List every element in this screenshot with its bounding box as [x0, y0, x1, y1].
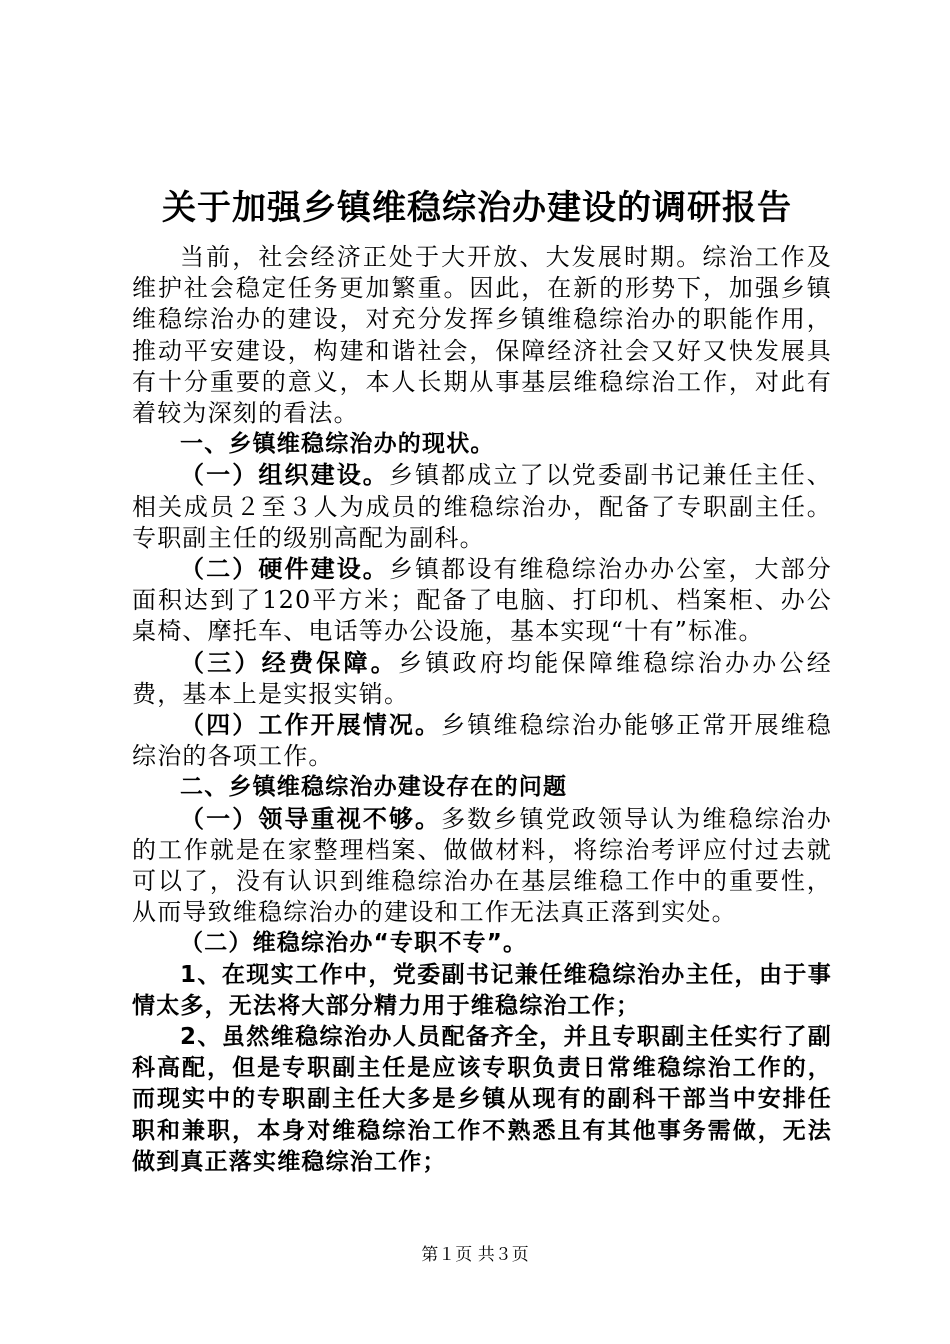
subsection-text: 乡镇都设有维稳综治办办公室，大部分面积达到了120平方米；配备了电脑、打印机、档案柜、办公桌椅、摩托车、电话等办公设施，基本实现“十有”标准。 [132, 555, 832, 646]
point-1-paragraph: 1、在现实工作中，党委副书记兼任维稳综治办主任，由于事情太多，无法将大部分精力用于维稳综治工作； [132, 961, 832, 1019]
subsection-label: （一）领导重视不够。 [180, 804, 442, 833]
subsection-label: （二）硬件建设。 [180, 555, 389, 584]
subsection-1-1 [132, 460, 832, 554]
subsection-text: 多数乡镇党政领导认为维稳综治办的工作就是在家整理档案、做做材料，将综治考评应付过去就可以了，没有认识到维稳综治办在基层维稳工作中的重要性，从而导致维稳综治办的建设和工作无法真正落到实处。 [132, 804, 833, 927]
subsection-label: （四）工作开展情况。 [180, 711, 442, 740]
subsection-text: 乡镇都成立了以党委副书记兼任主任、相关成员２至３人为成员的维稳综治办，配备了专职副主任。专职副主任的级别高配为副科。 [132, 461, 832, 552]
point-2-paragraph: 2、虽然维稳综治办人员配备齐全，并且专职副主任实行了副科高配，但是专职副主任是应该专职负责日常维稳综治工作的，而现实中的专职副主任大多是乡镇从现有的副科干部当中安排任职和兼职，本身对维稳综治工作不熟悉且有其他事务需做，无法做到真正落实维稳综治工作； [132, 1024, 832, 1175]
document-title: 关于加强乡镇维稳综治办建设的调研报告 [162, 188, 792, 228]
page-footer: 第１页 共３页 [421, 1245, 529, 1265]
subsection-label: （一）组织建设。 [180, 461, 389, 490]
subsection-text: 乡镇维稳综治办能够正常开展维稳综治的各项工作。 [132, 711, 833, 771]
section-heading-2: 二、乡镇维稳综治办建设存在的问题 [180, 774, 568, 801]
subsection-1-3 [132, 648, 832, 710]
subsection-2-1 [132, 804, 832, 929]
section-heading-1: 一、乡镇维稳综治办的现状。 [180, 431, 495, 458]
document-page [132, 178, 832, 1178]
subsection-label: （三）经费保障。 [180, 648, 399, 677]
subsection-1-2 [132, 554, 832, 648]
intro-paragraph: 当前，社会经济正处于大开放、大发展时期。综治工作及维护社会稳定任务更加繁重。因此，在新的形势下，加强乡镇维稳综治办的建设，对充分发挥乡镇维稳综治办的职能作用，推动平安建设，构建和谐社会，保障经济社会又好又快发展具有十分重要的意义，本人长期从事基层维稳综治工作，对此有着较为深刻的看法。 [132, 243, 832, 428]
subsection-1-4 [132, 710, 832, 772]
subsection-text: 乡镇政府均能保障维稳综治办办公经费，基本上是实报实销。 [132, 648, 832, 708]
subsection-2-2-heading: （二）维稳综治办“专职不专”。 [180, 930, 528, 957]
